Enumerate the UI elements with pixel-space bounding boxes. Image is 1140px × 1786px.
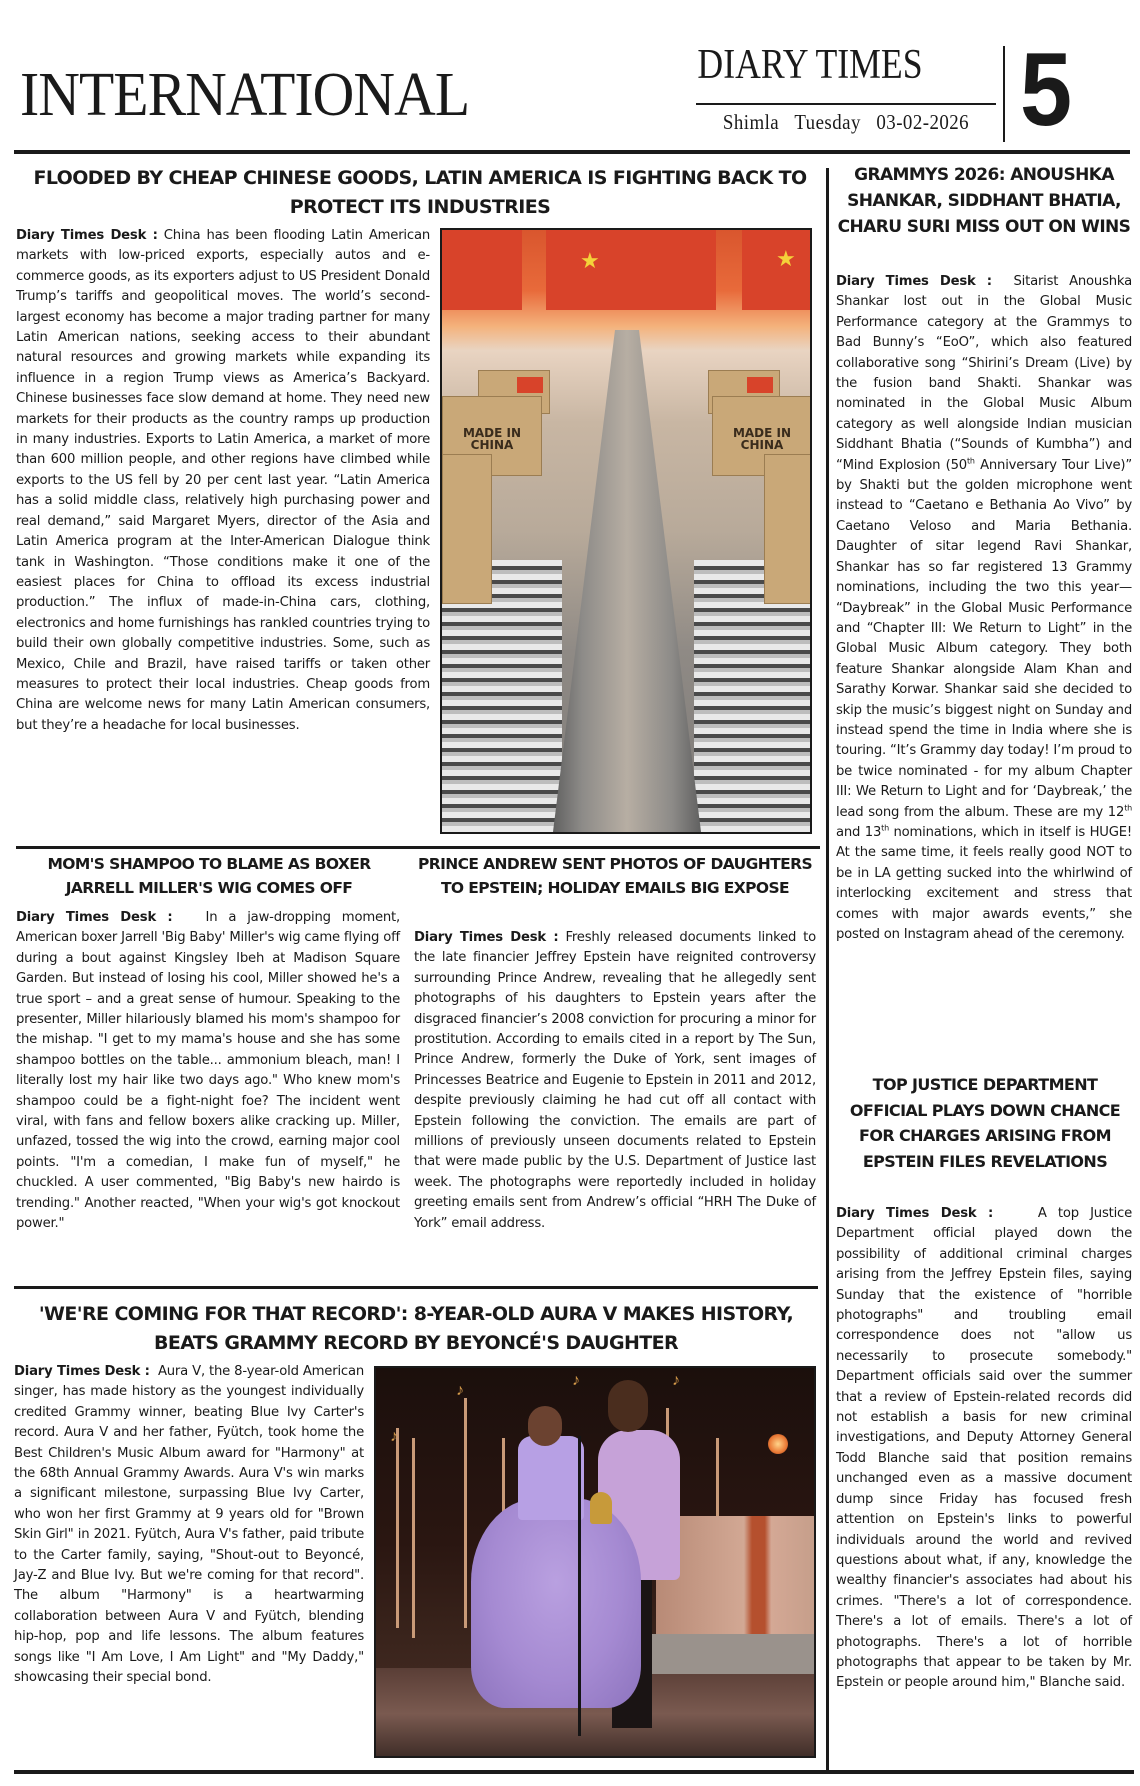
- headline: FLOODED BY CHEAP CHINESE GOODS, LATIN AMERICA IS FIGHTING BACK TO PROTECT ITS INDUSTRIES: [33, 167, 807, 218]
- gramophone-icon: ♪: [672, 1372, 680, 1389]
- box: [764, 454, 812, 604]
- byline: Diary Times Desk :: [16, 228, 158, 243]
- byline: Diary Times Desk :: [16, 910, 173, 925]
- article-body: Diary Times Desk : China has been flooding Latin American markets with low-priced exports, especially autos and e-commerce goods, as its exporters adjust to US President Donald Trump’s tariffs and geopolitical moves. The world’s second-largest economy has become a major trading partner for many Latin American nations, seeking access to their abundant natural resources and growing markets while expanding its influence in a region Trump views as America’s Backyard. Chinese businesses face slow demand at home. They need new markets for their products as the country ramps up production in many industries. Exports to Latin America, a market of more than 600 million people, and other regions have climbed while exports to the US fell by 20 per cent last year. “Latin America has a solid middle class, relatively high purchasing power and real demand,” said Margaret Myers, director of the Asia and Latin America program at the Inter-American Dialogue think tank in Washington. “Those conditions make it one of the easiest places for China to offload its excess industrial production.” The influx of made-in-China cars, clothing, electronics and home furnishings has rankled countries trying to build their own globally competitive industries. Some, such as Mexico, Chile and Brazil, have raised tariffs or taken other measures to protect their local industries. Cheap goods from China are welcome news for many Latin American consumers, but they’re a headache for local businesses.: [16, 228, 430, 733]
- flag-shape: [442, 230, 522, 310]
- column-divider: [826, 168, 829, 1772]
- star-icon: ★: [776, 246, 796, 271]
- article-body: Diary Times Desk : A top Justice Department official played down the possibility of additional criminal charges arising from the Jeffrey Epstein files, saying Sunday that the existence of "horrible photographs" and troubling email correspondence does not "allow us necessarily to prosecute somebody." Department officials said over the summer that a review of Epstein-related records did not establish a basis for new criminal investigations, and Deputy Attorney General Todd Blanche said that position remains unchanged even as a massive document dump since Friday has focused fresh attention on Epstein's links to powerful individuals around the world and revived questions about what, if any, knowledge the wealthy financier's associates had about his crimes. "There's a lot of correspondence. There's a lot of emails. There's a lot of photographs. There's a lot of horrible photographs that appear to be taken by Mr. Epstein or people around him," Blanche said.: [836, 1206, 1133, 1691]
- dateline-day: Tuesday: [794, 110, 861, 134]
- dateline: [711, 110, 981, 135]
- conveyor-belt: [552, 330, 702, 834]
- box-made-in-china: MADE IN CHINA: [712, 396, 812, 476]
- headline: 'WE'RE COMING FOR THAT RECORD': 8-YEAR-OLD AURA V MAKES HISTORY, BEATS GRAMMY RECORD BY BEYONCÉ'S DAUGHTER: [38, 1303, 794, 1354]
- article-body: Diary Times Desk : Freshly released documents linked to the late financier Jeffrey Epstein have reignited controversy surrounding Prince Andrew, revealing that he allegedly sent photographs of his daughters to Epstein years after the disgraced financier’s 2008 conviction for procuring a minor for prostitution. According to emails cited in a report by The Sun, Prince Andrew, formerly the Duke of York, sent images of Princesses Beatrice and Eugenie to Epstein in 2011 and 2012, despite previously claiming he had cut off all contact with Epstein following the conviction. The emails are part of millions of previously unseen documents related to Epstein that were made public by the U.S. Department of Justice last week. The photographs were reportedly included in holiday greeting emails sent from Andrew’s official “HRH The Duke of York” email address.: [414, 930, 816, 1231]
- article-body: Diary Times Desk : Sitarist Anoushka Shankar lost out in the Global Music Performance category at the Grammys to Bad Bunny’s “EoO”, which also featured collaborative song “Shirini’s Dream (Live) by the fusion band Shakti. Shankar was nominated in the Global Music Album category as well alongside Indian musician Siddhant Bhatia (“Sounds of Kumbha”) and “Mind Explosion (50th Anniversary Tour Live)” by Shakti but the golden microphone went instead to “Caetano e Bethania Ao Vivo” by Caetano Veloso and Maria Bethania. Daughter of sitar legend Ravi Shankar, Shankar has so far registered 13 Grammy nominations, including the two this year— “Daybreak” in the Global Music Performance and “Chapter III: We Return to Light” in the Global Music Album category. They both feature Shankar alongside Alam Khan and Sarathy Korwar. Shankar said she decided to skip the music’s biggest night on Sunday and instead spend the time in India where she is touring. “It’s Grammy day today! I’m proud to be twice nominated - for my album Chapter III: We Return to Light and for ‘Daybreak,’ the lead song from the album. These are my 12th and 13th nominations, which in itself is HUGE! At the same time, it feels really good NOT to be in LA getting sucked into the whirlwind of interlocking excitement and stress that comes with major awards events,” she posted on Instagram ahead of the ceremony.: [836, 274, 1132, 942]
- gramophone-icon: ♪: [572, 1372, 580, 1389]
- gramophone-icon: ♪: [456, 1382, 464, 1399]
- article-body: Diary Times Desk : Aura V, the 8-year-old American singer, has made history as the youngest individually credited Grammy winner, beating Blue Ivy Carter's record. Aura V and her father, Fyütch, took home the Best Children's Music Album award for "Harmony" at the 68th Annual Grammy Awards. Aura V's win marks a significant milestone, surpassing Blue Ivy Carter, who won her first Grammy at 9 years old for "Brown Skin Girl" in 2021. Fyütch, Aura V's father, paid tribute to the Carter family, saying, "Shout-out to Beyoncé, Jay-Z and Blue Ivy. But we're coming for that record". The album "Harmony" is a heartwarming collaboration between Aura V and Fyütch, blending hip-hop, pop and life lessons. The album features songs like "I Am Love, I Am Light" and "My Daddy," showcasing their special bond.: [14, 1364, 364, 1686]
- award-podium: [656, 1516, 816, 1636]
- headline: MOM'S SHAMPOO TO BLAME AS BOXER JARRELL MILLER'S WIG COMES OFF: [47, 855, 371, 897]
- page-bottom-rule: [14, 1770, 1134, 1774]
- article-photo-conveyor-boxes: [440, 228, 812, 834]
- newspaper-name: DIARY TIMES: [697, 42, 923, 88]
- masthead-bottom-rule: [14, 150, 1130, 154]
- microphone-stand: [578, 1436, 581, 1736]
- section-title: INTERNATIONAL: [20, 61, 470, 129]
- headline: PRINCE ANDREW SENT PHOTOS OF DAUGHTERS TO EPSTEIN; HOLIDAY EMAILS BIG EXPOSE: [417, 855, 813, 897]
- byline: Diary Times Desk :: [836, 274, 992, 289]
- byline: Diary Times Desk :: [414, 930, 559, 945]
- headline: GRAMMYS 2026: ANOUSHKA SHANKAR, SIDDHANT BHATIA, CHARU SURI MISS OUT ON WINS: [837, 165, 1131, 237]
- article-photo-grammy-stage: [374, 1366, 816, 1758]
- dateline-city: Shimla: [722, 110, 780, 134]
- box-made-in-china: MADE IN CHINA: [442, 396, 542, 476]
- page-number: 5: [1020, 32, 1073, 148]
- byline: Diary Times Desk :: [836, 1206, 994, 1221]
- byline: Diary Times Desk :: [14, 1364, 150, 1379]
- flag-shape: [546, 230, 716, 310]
- headline: TOP JUSTICE DEPARTMENT OFFICIAL PLAYS DOWN CHANCE FOR CHARGES ARISING FROM EPSTEIN FILES REVELATIONS: [849, 1075, 1121, 1171]
- dateline-date: 03-02-2026: [876, 110, 970, 134]
- girl-lilac-gown: [471, 1498, 641, 1708]
- article-body: Diary Times Desk : In a jaw-dropping moment, American boxer Jarrell 'Big Baby' Miller's wig came flying off during a bout against Kingsley Ibeh at Madison Square Garden. But instead of losing his cool, Miller showed he's a true sport – and a great sense of humour. Speaking to the presenter, Miller hilariously blamed his mom's shampoo for the mishap. "I get to my mama's house and she has some shampoo bottles on the table... ammonium bleach, man! I literally lost my hair like two days ago." Who knew mom's shampoo could be a fight-night foe? The incident went viral, with fans and fellow boxers alike cracking up. Miller, unfazed, tossed the wig into the crowd, earning major cool points. "I'm a comedian, I make fun of myself," he chuckled. A user commented, "Big Baby's new hairdo is trending." Another reacted, "When your wig's got knockout power.": [16, 910, 401, 1232]
- masthead-divider: [696, 103, 996, 105]
- masthead-vertical-divider: [1003, 46, 1005, 142]
- section-divider: [14, 1286, 818, 1289]
- section-divider: [16, 846, 820, 849]
- box: [442, 454, 492, 604]
- gramophone-icon: ♪: [390, 1428, 398, 1445]
- stage-light: [768, 1434, 788, 1454]
- grammy-trophy: [590, 1492, 612, 1524]
- star-icon: ★: [580, 248, 600, 273]
